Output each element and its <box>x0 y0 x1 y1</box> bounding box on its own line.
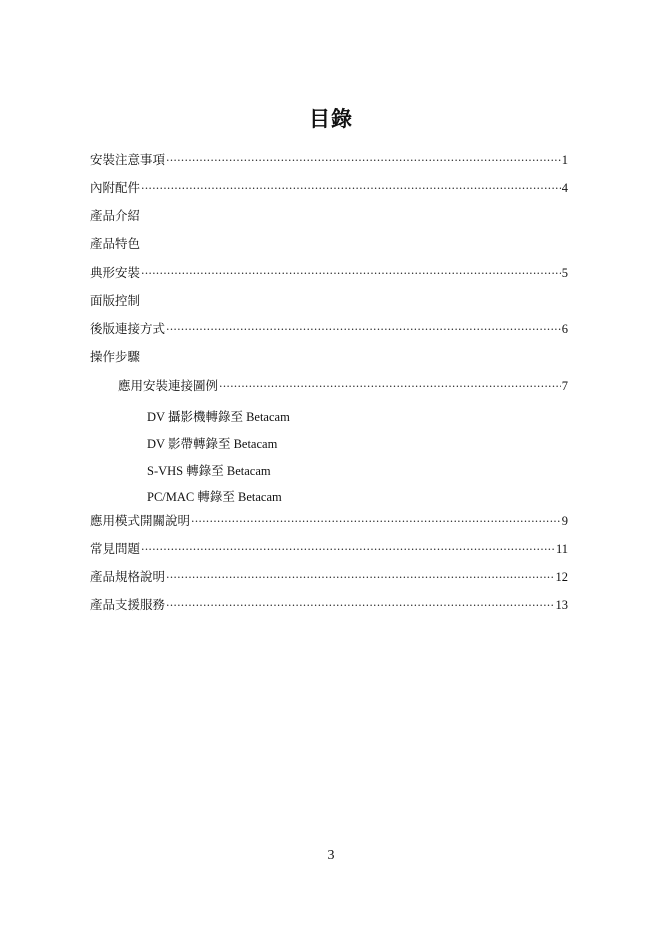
dot-leader <box>141 542 555 558</box>
toc-entry <box>90 265 568 282</box>
toc-entry <box>90 152 568 169</box>
toc-entry-label: 面版控制 <box>90 293 141 308</box>
toc-entry-label: 操作步驟 <box>90 349 141 364</box>
toc-subsubentry: S-VHS 轉錄至 Betacam <box>147 464 271 478</box>
toc-entry-label: 產品支援服務 <box>90 597 166 612</box>
toc-entry <box>90 321 568 338</box>
toc-title: 目錄 <box>309 107 353 131</box>
toc-entry-label: 安裝注意事項 <box>90 152 166 167</box>
page-number: 3 <box>327 848 335 863</box>
toc-entry <box>90 349 568 365</box>
toc-subentry <box>118 378 568 395</box>
dot-leader <box>219 379 561 395</box>
toc-entry-page: 1 <box>561 153 568 167</box>
toc-entry-label: 後版連接方式 <box>90 321 166 336</box>
toc-subsubentry: DV 影帶轉錄至 Betacam <box>147 437 278 451</box>
toc-entry-label: 產品規格說明 <box>90 569 166 584</box>
dot-leader <box>166 153 561 169</box>
toc-entry <box>90 208 568 224</box>
dot-leader <box>191 514 561 530</box>
toc-entry <box>90 569 568 586</box>
dot-leader <box>166 570 554 586</box>
toc-entry-page: 5 <box>561 266 568 280</box>
toc-subsubentry: PC/MAC 轉錄至 Betacam <box>147 490 282 504</box>
dot-leader <box>166 322 561 338</box>
toc-entry <box>90 513 568 530</box>
toc-entry-page: 4 <box>561 181 568 195</box>
toc-entry-page: 6 <box>561 322 568 336</box>
toc-entry <box>90 293 568 309</box>
dot-leader <box>141 181 561 197</box>
toc-entry <box>90 597 568 614</box>
toc-entry-label: 常見問題 <box>90 541 141 556</box>
dot-leader <box>141 266 561 282</box>
toc-entry <box>90 541 568 558</box>
toc-entry-page: 13 <box>555 598 568 612</box>
toc-entry <box>90 180 568 197</box>
toc-entry-label: 產品介紹 <box>90 208 141 223</box>
toc-subsubentry: DV 攝影機轉錄至 Betacam <box>147 410 290 424</box>
toc-entry-label: 產品特色 <box>90 236 141 251</box>
toc-entry-page: 11 <box>555 542 568 556</box>
dot-leader <box>166 598 554 614</box>
toc-entry-label: 應用模式開關說明 <box>90 513 191 528</box>
toc-entry-label: 應用安裝連接圖例 <box>118 378 219 393</box>
toc-entry-page: 9 <box>561 514 568 528</box>
toc-entry <box>90 236 568 252</box>
toc-entry-label: 內附配件 <box>90 180 141 195</box>
toc-entry-label: 典形安裝 <box>90 265 141 280</box>
toc-entry-page: 7 <box>561 379 568 393</box>
toc-entry-page: 12 <box>555 570 568 584</box>
